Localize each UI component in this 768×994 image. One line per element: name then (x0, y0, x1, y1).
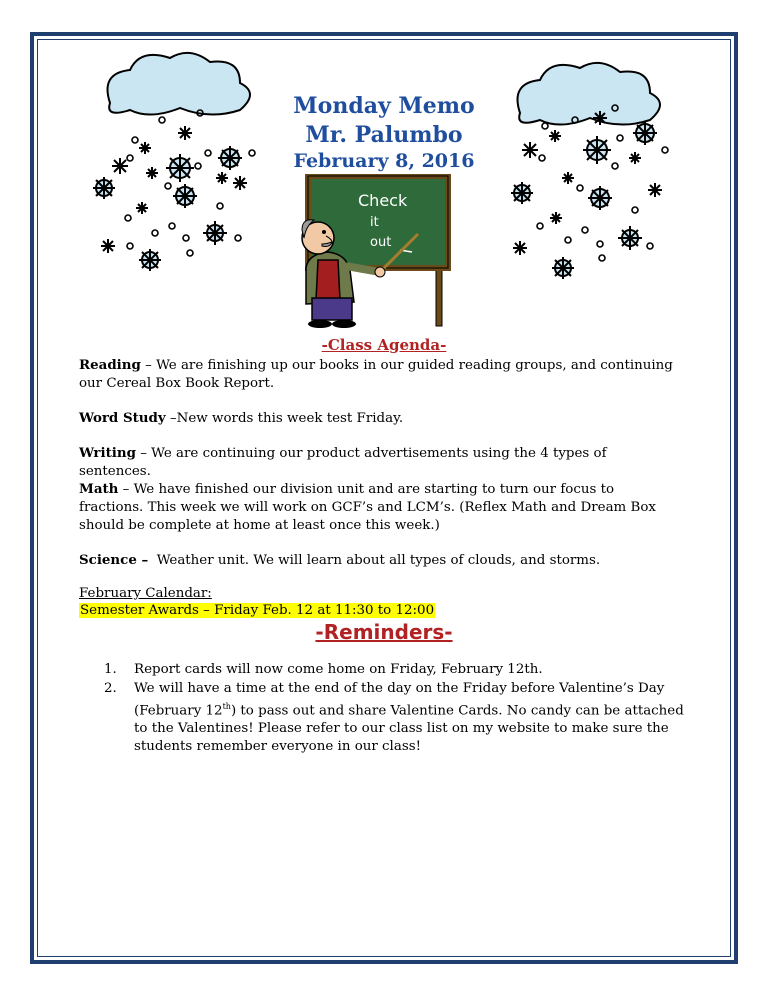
agenda-subject: Math (79, 481, 119, 497)
chalkboard-word-3: out (370, 235, 392, 250)
agenda-subject: Reading (79, 357, 141, 373)
agenda-separator: – (140, 358, 157, 373)
list-number: 1. (104, 662, 117, 677)
agenda-item-reading (79, 356, 679, 393)
agenda-text: Weather unit. We will learn about all types of clouds, and storms. (156, 553, 601, 568)
agenda-item-word-study (79, 409, 679, 428)
agenda-text: We are continuing our product advertisements using the 4 types of sentences. (79, 446, 607, 479)
teacher-name: Mr. Palumbo (305, 122, 463, 148)
agenda-separator: – (135, 446, 152, 461)
agenda-subject: Writing (79, 445, 136, 461)
reminders-heading: -Reminders- (315, 620, 453, 644)
teacher-chalkboard-illustration (288, 174, 458, 330)
agenda-separator (148, 553, 157, 568)
agenda-subject: Science – (79, 552, 149, 568)
agenda-item-science (79, 551, 679, 570)
reminder-text: Report cards will now come home on Friday, February 12th. (134, 662, 543, 677)
agenda-heading: -Class Agenda- (321, 336, 447, 354)
agenda-subject: Word Study (79, 410, 166, 426)
chalkboard-word-1: Check (358, 191, 408, 210)
agenda-text: New words this week test Friday. (176, 411, 404, 426)
list-item (104, 661, 684, 679)
calendar-event: Semester Awards – Friday Feb. 12 at 11:30 to 12:00 (80, 603, 435, 618)
chalkboard-word-2: it (370, 215, 379, 230)
list-number: 2. (104, 681, 117, 696)
agenda-item-math (79, 480, 679, 535)
memo-date: February 8, 2016 (293, 150, 475, 172)
agenda-separator: – (118, 482, 134, 497)
reminders-list (104, 661, 684, 757)
calendar-heading: February Calendar: (79, 586, 212, 601)
agenda-text: We have finished our division unit and are starting to turn our focus to fractions. This week we will work on GCF’s and LCM’s. (Reflex Math and Dream Box should be complete at home at least once this week.) (79, 482, 656, 533)
reminder-text-cont: ) to pass out and share Valentine Cards. No candy can be attached to the Valentines! Please refer to our class list on my website to make sure the students remember everyone in our class! (134, 703, 684, 755)
agenda-text: We are finishing up our books in our guided reading groups, and continuing our Cereal Box Book Report. (79, 358, 673, 391)
memo-title: Monday Memo (293, 93, 475, 119)
list-item (104, 680, 684, 756)
superscript: th (222, 702, 231, 711)
reminder-text: We will have a time at the end of the day on the Friday before Valentine’s Day (February 12 (134, 681, 665, 719)
agenda-separator: – (165, 411, 177, 426)
agenda-item-writing (79, 444, 679, 481)
